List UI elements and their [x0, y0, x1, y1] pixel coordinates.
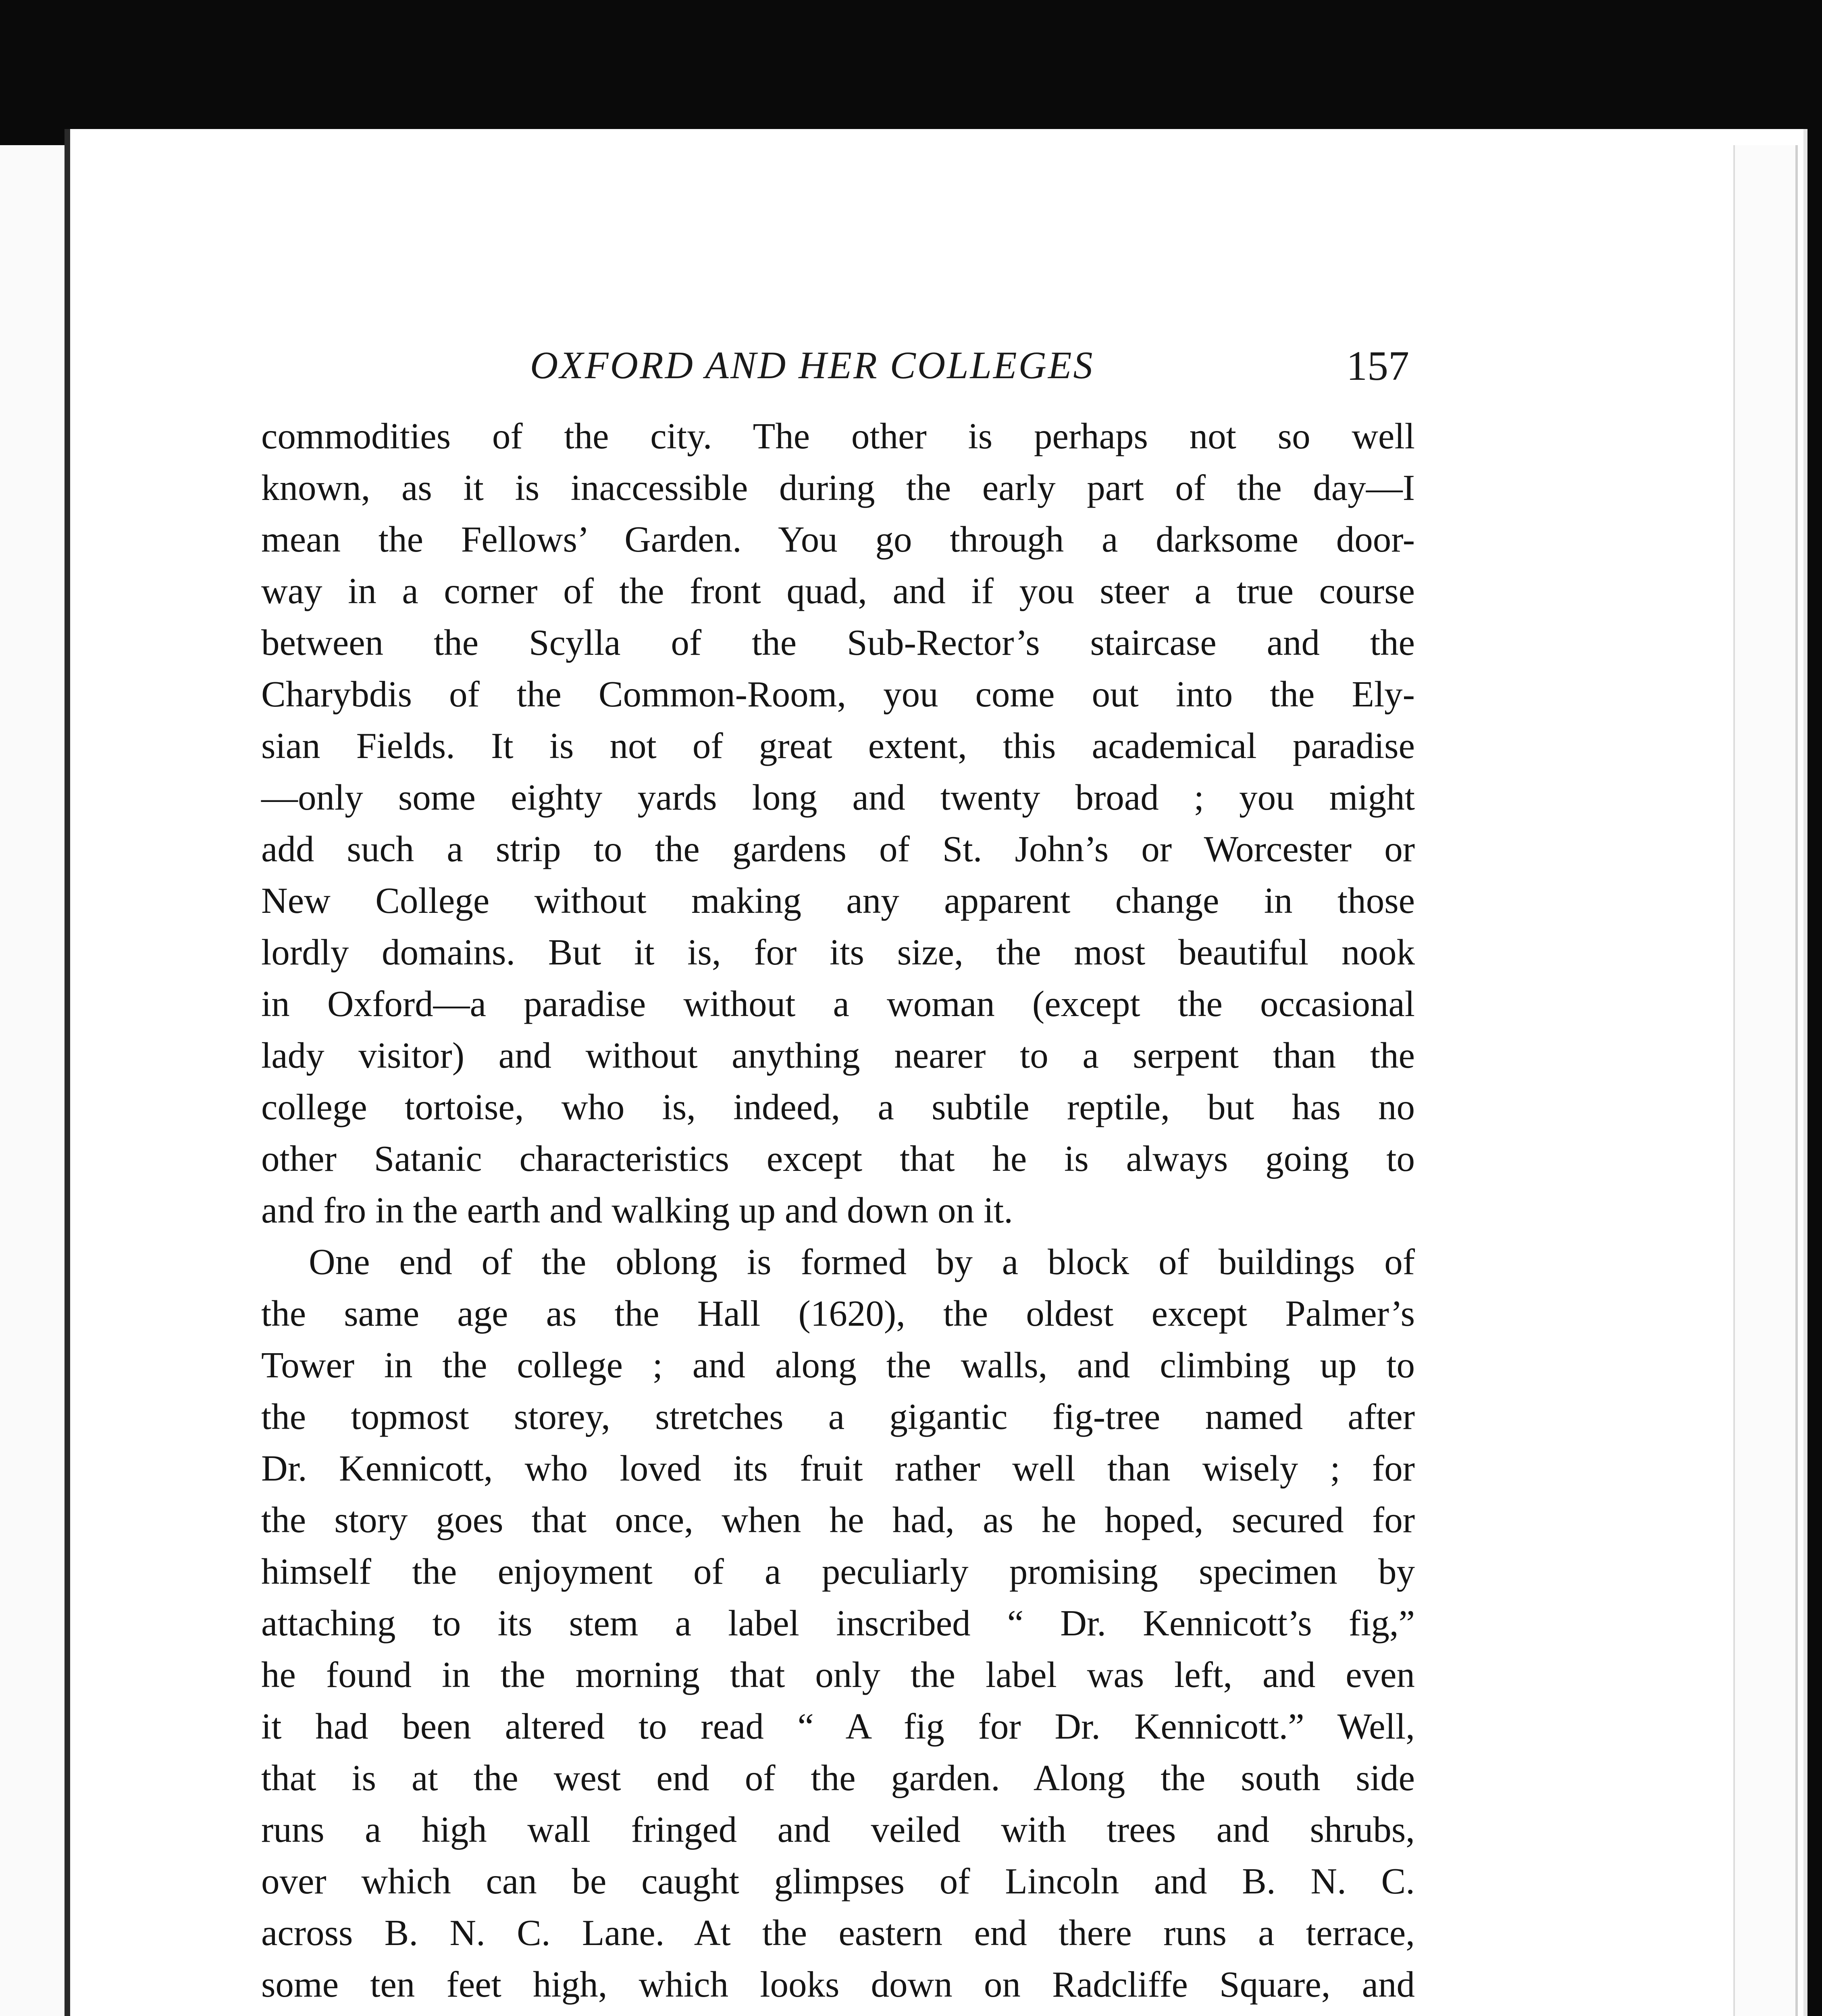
text-line: Dr. Kennicott, who loved its fruit rather well than wisely ; for [261, 1448, 1415, 1489]
text-line: over which can be caught glimpses of Lincoln and B. N. C. [261, 1861, 1415, 1901]
text-line: across B. N. C. Lane. At the eastern end there runs a terrace, [261, 1912, 1415, 1953]
text-line: lady visitor) and without anything nearer to a serpent than the [261, 1035, 1415, 1076]
text-line: himself the enjoyment of a peculiarly promising specimen by [261, 1551, 1415, 1592]
text-line: mean the Fellows’ Garden. You go through a darksome door- [261, 519, 1415, 560]
text-line [261, 2010, 1415, 2016]
text-line: some ten feet high, which looks down on Radcliffe Square, and [261, 1964, 1415, 2005]
text-line: that is at the west end of the garden. Along the south side [261, 1758, 1415, 1798]
text-line: New College without making any apparent change in those [261, 880, 1415, 921]
body-text [261, 410, 1415, 2016]
running-head: OXFORD AND HER COLLEGES [530, 344, 1094, 387]
text-line: and fro in the earth and walking up and down on it. [261, 1190, 1013, 1231]
text-line: One end of the oblong is formed by a block of buildings of [309, 1241, 1415, 1282]
text-line: way in a corner of the front quad, and if you steer a true course [261, 571, 1415, 611]
text-line: he found in the morning that only the label was left, and even [261, 1654, 1415, 1695]
text-line: sian Fields. It is not of great extent, this academical paradise [261, 725, 1415, 766]
text-line: it had been altered to read “ A fig for Dr. Kennicott.” Well, [261, 1706, 1415, 1747]
text-line: runs a high wall fringed and veiled with trees and shrubs, [261, 1809, 1415, 1850]
text-line: the topmost storey, stretches a gigantic fig-tree named after [261, 1396, 1415, 1437]
text-line: commodities of the city. The other is perhaps not so well [261, 416, 1415, 456]
text-line: known, as it is inaccessible during the early part of the day—I [261, 467, 1415, 508]
text-line: other Satanic characteristics except that he is always going to [261, 1138, 1415, 1179]
text-line: lordly domains. But it is, for its size, the most beautiful nook [261, 932, 1415, 973]
text-line: Charybdis of the Common-Room, you come out into the Ely- [261, 674, 1415, 714]
text-line: add such a strip to the gardens of St. John’s or Worcester or [261, 829, 1415, 869]
text-line: attaching to its stem a label inscribed “ Dr. Kennicott’s fig,” [261, 1603, 1415, 1643]
text-line: in Oxford—a paradise without a woman (except the occasional [261, 983, 1415, 1024]
text-line: college tortoise, who is, indeed, a subtile reptile, but has no [261, 1087, 1415, 1127]
page-number: 157 [1346, 343, 1409, 389]
text-line: Tower in the college ; and along the walls, and climbing up to [261, 1345, 1415, 1385]
text-line: the same age as the Hall (1620), the oldest except Palmer’s [261, 1293, 1415, 1334]
page-edge-stack [1733, 145, 1798, 2016]
text-line: between the Scylla of the Sub-Rector’s staircase and the [261, 622, 1415, 663]
text-line: the story goes that once, when he had, as he hoped, secured for [261, 1500, 1415, 1540]
text-line: —only some eighty yards long and twenty broad ; you might [261, 777, 1415, 818]
